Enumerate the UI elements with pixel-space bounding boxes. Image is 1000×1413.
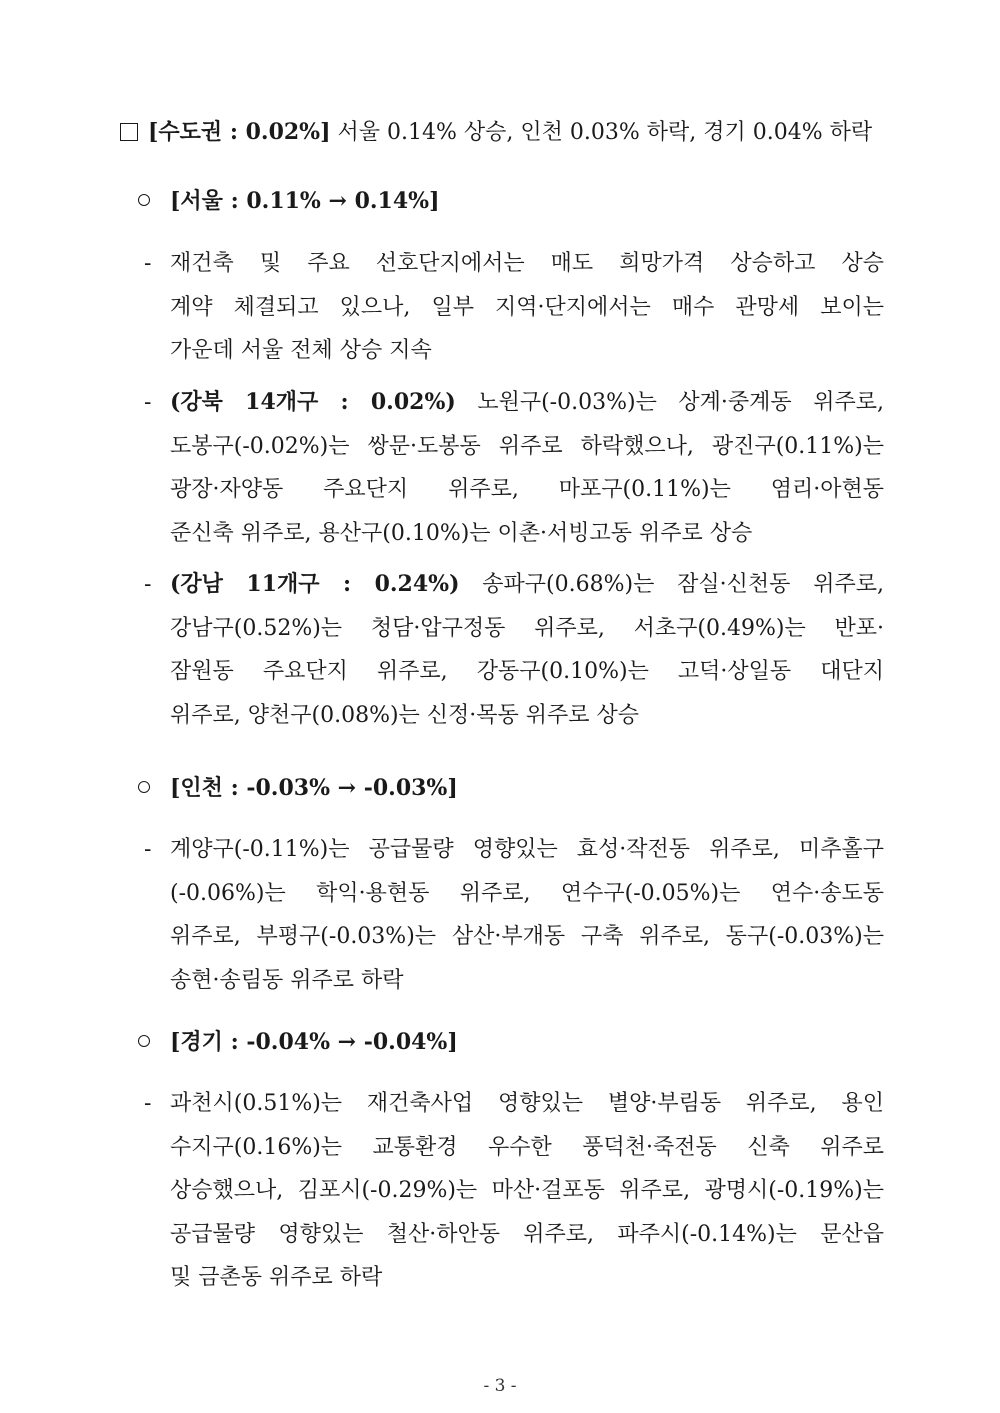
text-line: 계양구(-0.11%)는 공급물량 영향있는 효성·작전동 위주로, 미추홀구 [170, 837, 884, 862]
text-line: 잠원동 주요단지 위주로, 강동구(0.10%)는 고덕·상일동 대단지 [170, 659, 884, 684]
text-line: (-0.06%)는 학익·용현동 위주로, 연수구(-0.05%)는 연수·송도동 [170, 880, 884, 906]
incheon-heading: [인천 : -0.03% → -0.03%] [138, 770, 458, 807]
circle-bullet-icon [138, 194, 150, 206]
seoul-item-gangbuk [144, 381, 884, 555]
seoul-item-gangnam [144, 563, 884, 737]
incheon-item [144, 828, 884, 1002]
text-line: 위주로, 부평구(-0.03%)는 삼산·부개동 구축 위주로, 동구(-0.03%)는 [170, 924, 884, 949]
text-line: 공급물량 영향있는 철산·하안동 위주로, 파주시(-0.14%)는 문산읍 [170, 1221, 884, 1247]
text-line: 계약 체결되고 있으나, 일부 지역·단지에서는 매수 관망세 보이는 [170, 294, 884, 320]
text-line: 수지구(0.16%)는 교통환경 우수한 풍덕천·죽전동 신축 위주로 [170, 1134, 884, 1160]
text-line: 및 금촌동 위주로 하락 [170, 1265, 383, 1290]
text-line: 준신축 위주로, 용산구(0.10%)는 이촌·서빙고동 위주로 상승 [170, 520, 753, 546]
region-summary-heading [120, 114, 900, 151]
text-line: 상승했으나, 김포시(-0.29%)는 마산·걸포동 위주로, 광명시(-0.19%)는 [170, 1178, 884, 1203]
dash-bullet: - [144, 1091, 152, 1116]
text-line: (강남 11개구 : 0.24%) 송파구(0.68%)는 잠실·신천동 위주로, [170, 571, 884, 597]
dash-bullet: - [144, 837, 152, 862]
seoul-item-1 [144, 242, 884, 373]
text-line: 위주로, 양천구(0.08%)는 신정·목동 위주로 상승 [170, 702, 640, 728]
dash-bullet: - [144, 572, 152, 597]
text-line: 송현·송림동 위주로 하락 [170, 967, 404, 993]
seoul-heading: [서울 : 0.11% → 0.14%] [138, 183, 440, 220]
dash-bullet: - [144, 390, 152, 415]
text-line: 도봉구(-0.02%)는 쌍문·도봉동 위주로 하락했으나, 광진구(0.11%)는 [170, 433, 884, 459]
text-line: 강남구(0.52%)는 청담·압구정동 위주로, 서초구(0.49%)는 반포· [170, 615, 884, 641]
text-line: 과천시(0.51%)는 재건축사업 영향있는 별양·부림동 위주로, 용인 [170, 1091, 884, 1116]
text-line: 재건축 및 주요 선호단지에서는 매도 희망가격 상승하고 상승 [170, 251, 884, 276]
dash-bullet: - [144, 251, 152, 276]
checkbox-square-icon [120, 123, 138, 141]
text-line: 가운데 서울 전체 상승 지속 [170, 338, 432, 363]
gyeonggi-item [144, 1082, 884, 1300]
circle-bullet-icon [138, 1035, 150, 1047]
gyeonggi-heading: [경기 : -0.04% → -0.04%] [138, 1024, 458, 1061]
text-line: 광장·자양동 주요단지 위주로, 마포구(0.11%)는 염리·아현동 [170, 477, 884, 502]
region-summary: 서울 0.14% 상승, 인천 0.03% 하락, 경기 0.04% 하락 [337, 120, 873, 145]
text-line: (강북 14개구 : 0.02%) 노원구(-0.03%)는 상계·중계동 위주로, [170, 389, 884, 415]
circle-bullet-icon [138, 781, 150, 793]
item-lead: (강북 14개구 : 0.02%) [170, 389, 456, 415]
page-number: - 3 - [483, 1376, 517, 1396]
item-lead: (강남 11개구 : 0.24%) [170, 571, 460, 597]
region-label: [수도권 : 0.02%] [148, 119, 331, 145]
